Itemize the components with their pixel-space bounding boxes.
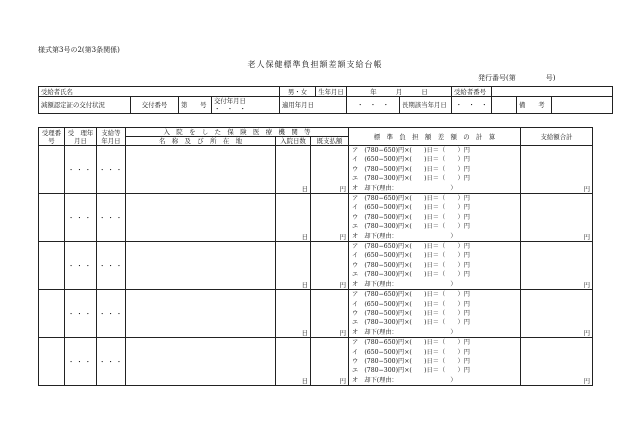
- reduction-status-label: 減額認定証の交付状況: [39, 97, 131, 114]
- sex-field: 男・女: [280, 87, 316, 97]
- calc-line: イ (650−500)円×( )日＝（ ）円: [352, 156, 470, 164]
- receipt-date-cell: ・・・: [65, 146, 97, 194]
- paid-cell: 円: [311, 194, 349, 242]
- hospital-cell: [126, 146, 276, 194]
- receipt-no-cell: [39, 290, 65, 338]
- days-cell: 日: [276, 146, 311, 194]
- calc-line: イ (650−500)円×( )日＝（ ）円: [352, 348, 470, 356]
- issue-number-label: 発行番号(第: [478, 74, 516, 82]
- long-term-label: 長期該当年月日: [400, 97, 452, 114]
- ledger-row: [39, 194, 593, 242]
- apply-date-label: 適用年月日: [282, 101, 314, 109]
- issue-date-field: [212, 97, 280, 114]
- col-paid: 既支払額: [311, 137, 349, 146]
- calc-line: ウ (780−500)円×( )日＝（ ）円: [352, 357, 470, 365]
- hospital-cell: [126, 242, 276, 290]
- birth-label: 生年月日: [316, 87, 347, 97]
- calc-line: ウ (780−500)円×( )日＝（ ）円: [352, 213, 470, 221]
- paid-cell: 円: [311, 146, 349, 194]
- calc-line: ア (780−650)円×( )日＝（ ）円: [352, 195, 470, 203]
- apply-date-field: [280, 97, 347, 114]
- recipient-no-value: [492, 87, 613, 97]
- total-cell: 円: [521, 194, 593, 242]
- recipient-name-field: [39, 87, 280, 97]
- issue-no-label: 交付番号: [131, 97, 179, 114]
- receipt-date-cell: ・・・: [65, 290, 97, 338]
- page-title: 老人保健標準負担額差額支給台帳: [247, 60, 383, 69]
- calc-line: オ 却下(理由： ）: [352, 232, 457, 240]
- calc-line: エ (780−300)円×( )日＝（ ）円: [352, 271, 470, 279]
- receipt-no-cell: [39, 338, 65, 386]
- total-cell: 円: [521, 338, 593, 386]
- calc-cell: [349, 290, 521, 338]
- col-name-address: 名 称 及 び 所 在 地: [126, 137, 276, 146]
- pay-date-cell: ・・・: [97, 338, 126, 386]
- col-total: 支給額合計: [521, 128, 593, 146]
- calc-line: エ (780−300)円×( )日＝（ ）円: [352, 175, 470, 183]
- calc-line: エ (780−300)円×( )日＝（ ）円: [352, 223, 470, 231]
- col-pay-date: 支給等年月日: [97, 128, 126, 146]
- receipt-no-cell: [39, 146, 65, 194]
- birth-day: 日: [421, 87, 428, 96]
- calc-line: ウ (780−500)円×( )日＝（ ）円: [352, 261, 470, 269]
- hospital-cell: [126, 290, 276, 338]
- calc-line: オ 却下(理由： ）: [352, 376, 457, 384]
- issue-date-dots: ・ ・ ・: [214, 105, 246, 113]
- calc-line: イ (650−500)円×( )日＝（ ）円: [352, 204, 470, 212]
- pay-date-cell: ・・・: [97, 146, 126, 194]
- calc-line: オ 却下(理由： ）: [352, 328, 457, 336]
- receipt-no-cell: [39, 194, 65, 242]
- receipt-date-cell: ・・・: [65, 338, 97, 386]
- days-cell: 日: [276, 290, 311, 338]
- calc-cell: [349, 146, 521, 194]
- calc-cell: [349, 194, 521, 242]
- ledger-row: [39, 242, 593, 290]
- ledger-row: [39, 146, 593, 194]
- col-days: 入院日数: [276, 137, 311, 146]
- calc-line: ア (780−650)円×( )日＝（ ）円: [352, 339, 470, 347]
- long-term-value: [492, 97, 517, 114]
- recipient-info-table: [38, 86, 613, 114]
- issue-no-value: [179, 97, 212, 114]
- pay-date-cell: ・・・: [97, 290, 126, 338]
- col-hospital-header: 入 院 を し た 保 険 医 療 機 関 等: [126, 128, 349, 137]
- calc-line: オ 却下(理由： ）: [352, 280, 457, 288]
- col-receipt-date: 受 理年月日: [65, 128, 97, 146]
- form-number-label: 様式第3号の2(第3条関係): [38, 46, 120, 54]
- issue-no-go: 号: [200, 101, 207, 109]
- issue-number-suffix: 号): [545, 74, 556, 82]
- hospital-cell: [126, 338, 276, 386]
- calc-line: ア (780−650)円×( )日＝（ ）円: [352, 291, 470, 299]
- total-cell: 円: [521, 290, 593, 338]
- issue-date-label: 交付年月日: [214, 97, 246, 105]
- long-term-dots: ・ ・ ・: [452, 97, 492, 114]
- pay-date-cell: ・・・: [97, 242, 126, 290]
- birth-month: 月: [395, 87, 403, 96]
- total-cell: 円: [521, 146, 593, 194]
- paid-cell: 円: [311, 242, 349, 290]
- receipt-no-cell: [39, 242, 65, 290]
- issue-no-dai: 第: [181, 101, 188, 109]
- calc-cell: [349, 242, 521, 290]
- recipient-no-label: 受給者番号: [452, 87, 492, 97]
- paid-cell: 円: [311, 290, 349, 338]
- paid-cell: 円: [311, 338, 349, 386]
- days-cell: 日: [276, 194, 311, 242]
- issue-number: [478, 73, 555, 83]
- calc-line: オ 却下(理由： ）: [352, 184, 457, 192]
- hospital-cell: [126, 194, 276, 242]
- receipt-date-cell: ・・・: [65, 242, 97, 290]
- recipient-name-label: 受給者氏名: [41, 87, 73, 96]
- birth-date-field: [347, 87, 452, 97]
- calc-line: ウ (780−500)円×( )日＝（ ）円: [352, 309, 470, 317]
- calc-line: ウ (780−500)円×( )日＝（ ）円: [352, 165, 470, 173]
- ledger-row: [39, 290, 593, 338]
- col-receipt-no: 受理番号: [39, 128, 65, 146]
- calc-line: イ (650−500)円×( )日＝（ ）円: [352, 252, 470, 260]
- calc-line: ア (780−650)円×( )日＝（ ）円: [352, 147, 470, 154]
- days-cell: 日: [276, 242, 311, 290]
- total-cell: 円: [521, 242, 593, 290]
- remarks-label: 備 考: [517, 97, 552, 114]
- calc-line: エ (780−300)円×( )日＝（ ）円: [352, 367, 470, 375]
- calc-line: ア (780−650)円×( )日＝（ ）円: [352, 243, 470, 251]
- col-calc: 標 準 負 担 額 差 額 の 計 算: [349, 128, 521, 146]
- calc-line: エ (780−300)円×( )日＝（ ）円: [352, 319, 470, 327]
- calc-line: イ (650−500)円×( )日＝（ ）円: [352, 300, 470, 308]
- receipt-date-cell: ・・・: [65, 194, 97, 242]
- birth-year: 年: [370, 87, 377, 96]
- apply-date-dots: ・ ・ ・: [347, 97, 400, 114]
- ledger-row: [39, 338, 593, 386]
- remarks-value: [552, 97, 613, 114]
- calc-cell: [349, 338, 521, 386]
- payment-ledger-table: [38, 127, 593, 386]
- days-cell: 日: [276, 338, 311, 386]
- pay-date-cell: ・・・: [97, 194, 126, 242]
